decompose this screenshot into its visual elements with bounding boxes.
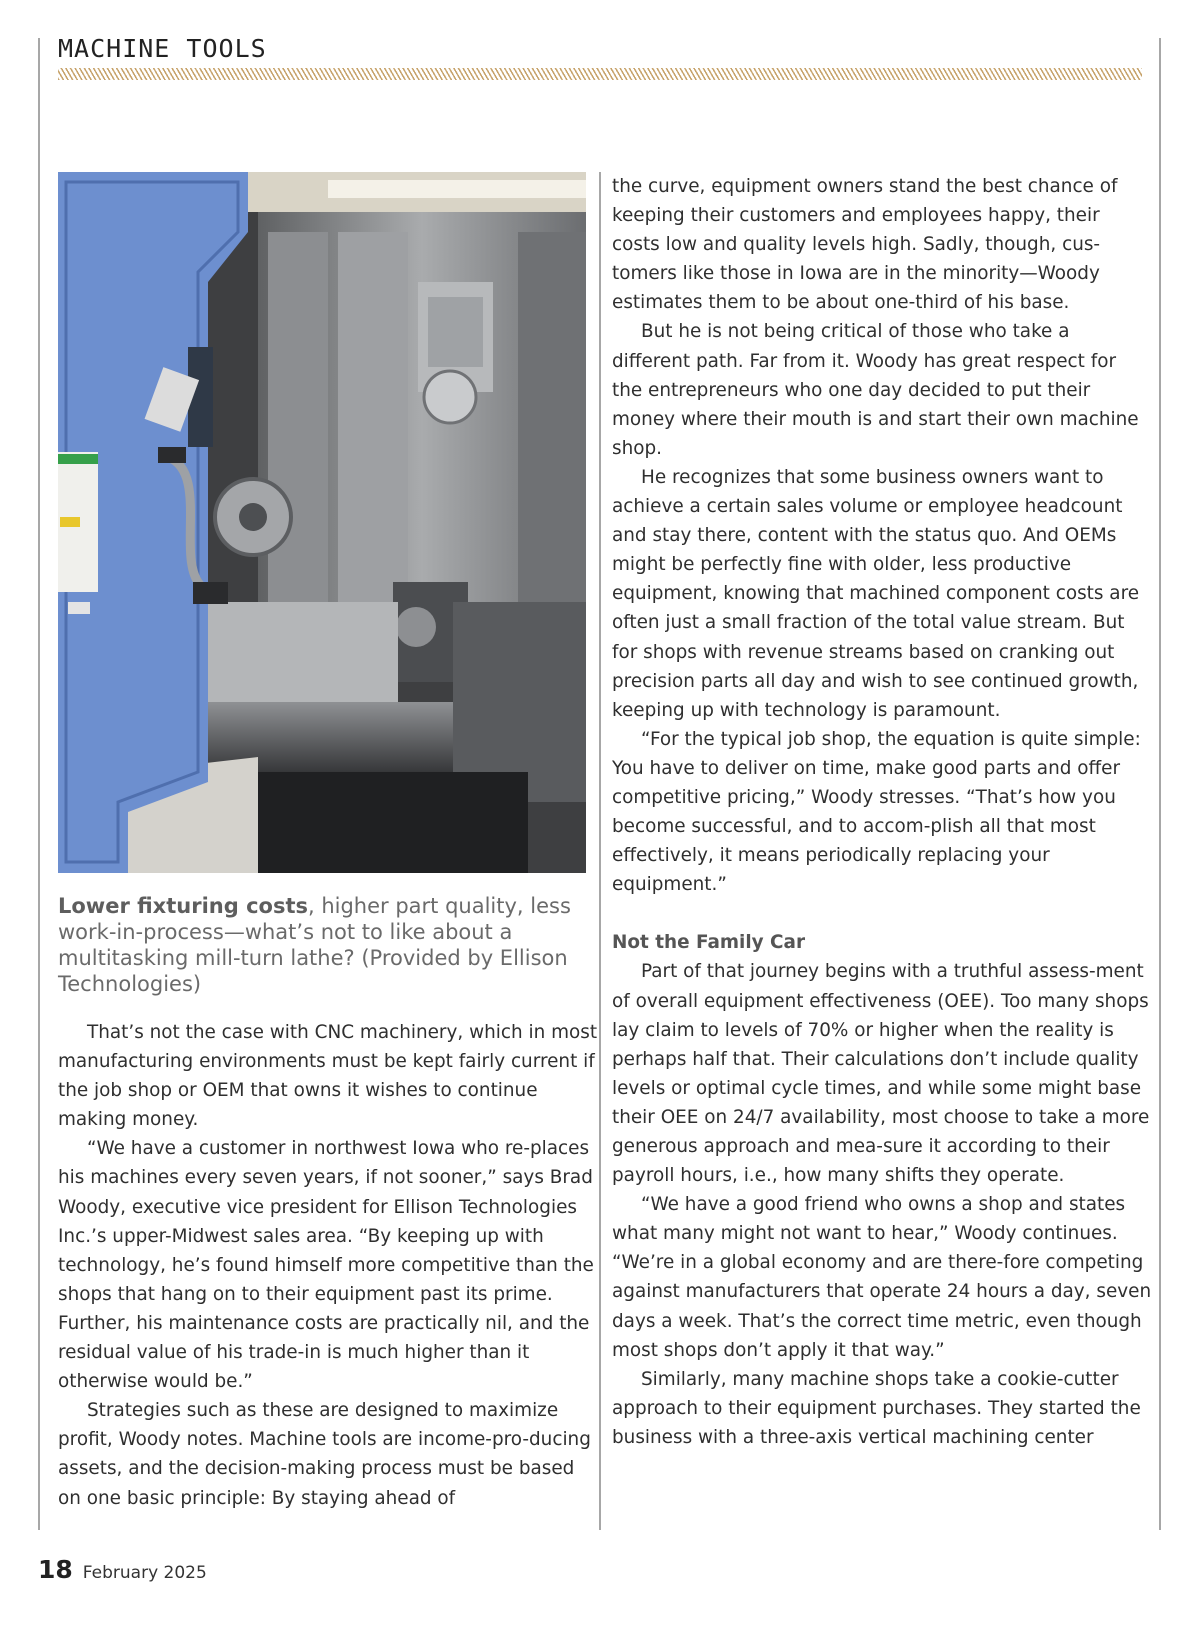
subhead: Not the Family Car — [612, 932, 806, 954]
right-margin-rule — [1159, 38, 1161, 1530]
article-right-column — [612, 172, 1152, 1452]
page-footer — [38, 1555, 207, 1584]
caption-text: , higher part quality, less work-in-process—what’s not to like about a multitasking mill-turn lathe? (Provided by Ellison Technologies) — [58, 894, 571, 996]
issue-date: February 2025 — [82, 1563, 207, 1583]
figure-caption — [58, 893, 578, 997]
column-divider — [599, 172, 601, 1530]
caption-lead: Lower fixturing costs — [58, 894, 308, 918]
left-margin-rule — [38, 38, 40, 1530]
paragraph: the curve, equipment owners stand the best chance of keeping their customers and employees happy, their costs low and quality levels high. Sadly, though, cus-tomers like those in Iowa are in the minority—Woody estimates them to be about one-third of his base. — [612, 176, 1118, 314]
article-left-column — [58, 1018, 598, 1513]
paragraph: But he is not being critical of those who take a different path. Far from it. Woody has great respect for the entrepreneurs who one day decided to put their money where their mouth is and start their own machine shop. — [612, 321, 1139, 459]
paragraph: He recognizes that some business owners want to achieve a certain sales volume or employee headcount and stay there, content with the status quo. And OEMs might be perfectly fine with older, less productive equipment, knowing that machined component costs are often just a small fraction of the total value stream. But for shops with revenue streams based on cranking out precision parts all day and wish to see continued growth, keeping up with technology is paramount. — [612, 466, 1140, 721]
paragraph: That’s not the case with CNC machinery, which in most manufacturing environments must be kept fairly current if the job shop or OEM that owns it wishes to continue making money. — [58, 1022, 598, 1131]
paragraph: “We have a good friend who owns a shop and states what many might not want to hear,” Woody continues. “We’re in a global economy and are there-fore competing against manufacturers that operate 24 hours a day, seven days a week. That’s the correct time metric, even though most shops don’t apply it that way.” — [612, 1194, 1152, 1361]
paragraph: Part of that journey begins with a truthful assess-ment of overall equipment effectiveness (OEE). Too many shops lay claim to levels of 70% or higher when the reality is perhaps half that. Their calculations don’t include quality levels or optimal cycle times, and while some might base their OEE on 24/7 availability, most choose to take a more generous approach and mea-sure it according to their payroll hours, i.e., how many shifts they operate. — [612, 961, 1150, 1187]
paragraph: “We have a customer in northwest Iowa who re-places his machines every seven years, if not sooner,” says Brad Woody, executive vice president for Ellison Technologies Inc.’s upper-Midwest sales area. “By keeping up with technology, he’s found himself more competitive than the shops that hang on to their equipment past its prime. Further, his maintenance costs are practically nil, and the residual value of his trade-in is much higher than it otherwise would be.” — [58, 1138, 594, 1393]
paragraph: “For the typical job shop, the equation is quite simple: You have to deliver on time, make good parts and offer competitive pricing,” Woody stresses. “That’s how you become successful, and to accom-plish all that most effectively, it means periodically replacing your equipment.” — [612, 728, 1141, 896]
paragraph: Similarly, many machine shops take a cookie-cutter approach to their equipment purchases. They started the business with a three-axis vertical machining center — [612, 1368, 1141, 1448]
page-number: 18 — [38, 1555, 73, 1584]
header-hatch-bar — [58, 68, 1142, 80]
section-label: MACHINE TOOLS — [58, 34, 267, 63]
paragraph: Strategies such as these are designed to maximize profit, Woody notes. Machine tools are income-pro-ducing assets, and the decision-making process must be based on one basic principle: By staying ahead of — [58, 1400, 591, 1509]
machine-photo — [58, 172, 586, 873]
